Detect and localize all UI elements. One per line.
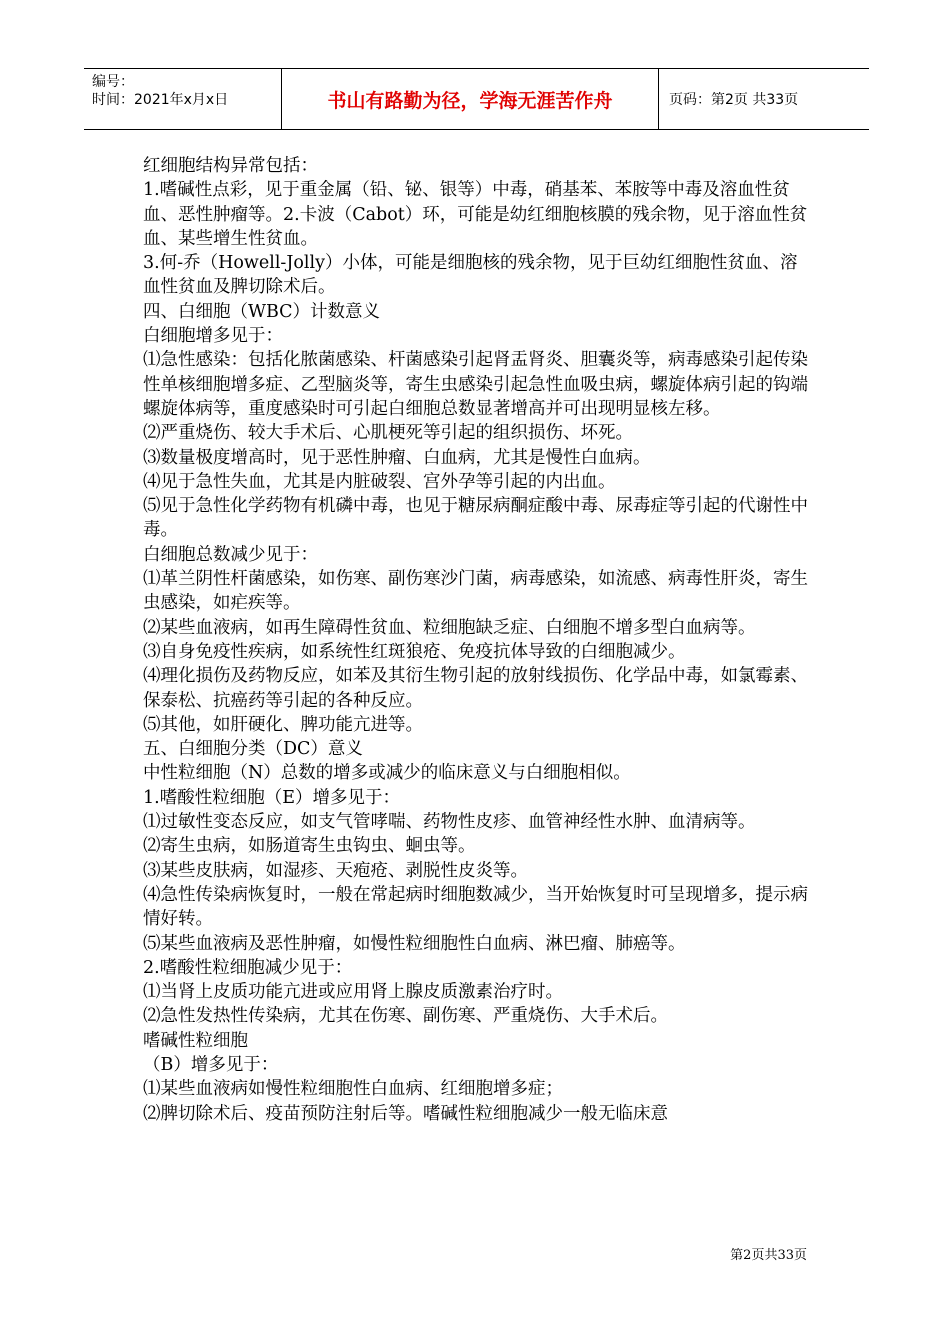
paragraph: ⑵寄生虫病，如肠道寄生虫钩虫、蛔虫等。 (143, 836, 476, 857)
paragraph: ⑴急性感染：包括化脓菌感染、杆菌感染引起肾盂肾炎、胆囊炎等，病毒感染引起传染性单核细胞增多症、乙型脑炎等，寄生虫感染引起急性血吸虫病，螺旋体病引起的钩端螺旋体病等，重度感染时可引起白细胞总数显著增高并可出现明显核左移。 (143, 350, 808, 419)
paragraph: ⑶自身免疫性疾病，如系统性红斑狼疮、免疫抗体导致的白细胞减少。 (143, 641, 686, 662)
paragraph: ⑶某些皮肤病，如湿疹、天疱疮、剥脱性皮炎等。 (143, 860, 528, 881)
paragraph: ⑴当肾上皮质功能亢进或应用肾上腺皮质激素治疗时。 (143, 982, 563, 1003)
paragraph: ⑷急性传染病恢复时，一般在常起病时细胞数减少，当开始恢复时可呈现增多，提示病情好转。 (143, 884, 808, 930)
paragraph: 2.嗜酸性粒细胞减少见于： (143, 957, 353, 978)
paragraph: 嗜碱性粒细胞 (143, 1030, 248, 1051)
paragraph: 白细胞增多见于： (143, 326, 283, 347)
paragraph: 3.何-乔（Howell-Jolly）小体，可能是细胞核的残余物，见于巨幼红细胞性贫血、溶血性贫血及脾切除术后。 (143, 253, 798, 298)
paragraph: ⑴某些血液病如慢性粒细胞性白血病、红细胞增多症； (143, 1079, 563, 1100)
header-left-cell (84, 69, 282, 129)
paragraph: ⑵急性发热性传染病，尤其在伤寒、副伤寒、严重烧伤、大手术后。 (143, 1006, 668, 1027)
paragraph: ⑸某些血液病及恶性肿瘤，如慢性粒细胞性白血病、淋巴瘤、肺癌等。 (143, 933, 686, 954)
paragraph: 红细胞结构异常包括： (143, 156, 318, 176)
paragraph: ⑷理化损伤及药物反应，如苯及其衍生物引起的放射线损伤、化学品中毒，如氯霉素、保泰松、抗癌药等引起的各种反应。 (143, 666, 808, 711)
paragraph: ⑵脾切除术后、疫苗预防注射后等。嗜碱性粒细胞减少一般无临床意 (143, 1103, 668, 1124)
paragraph: 1.嗜碱性点彩，见于重金属（铅、铋、银等）中毒，硝基苯、苯胺等中毒及溶血性贫血、恶性肿瘤等。2.卡波（Cabot）环，可能是幼红细胞核膜的残余物，见于溶血性贫血、某些增生性贫血。 (143, 180, 808, 249)
paragraph: ⑶数量极度增高时，见于恶性肿瘤、白血病，尤其是慢性白血病。 (143, 447, 651, 468)
paragraph: ⑸其他，如肝硬化、脾功能亢进等。 (143, 714, 423, 735)
section-heading: 四、白细胞（WBC）计数意义 (143, 301, 381, 322)
paragraph: （B）增多见于： (143, 1054, 279, 1075)
section-heading: 五、白细胞分类（DC）意义 (143, 739, 363, 760)
paragraph: ⑷见于急性失血，尤其是内脏破裂、宫外孕等引起的内出血。 (143, 471, 616, 492)
page-header (84, 68, 869, 130)
paragraph: 中性粒细胞（N）总数的增多或减少的临床意义与白细胞相似。 (143, 763, 631, 784)
document-body (143, 154, 813, 1126)
page-footer: 第2页共33页 (730, 1248, 807, 1263)
time-label: 时间：2021年x月x日 (92, 92, 229, 108)
paragraph: 1.嗜酸性粒细胞（E）增多见于： (143, 787, 400, 808)
header-motto: 书山有路勤为径，学海无涯苦作舟 (282, 69, 659, 129)
paragraph: ⑵某些血液病，如再生障碍性贫血、粒细胞缺乏症、白细胞不增多型白血病等。 (143, 617, 756, 638)
paragraph: ⑴过敏性变态反应，如支气管哮喘、药物性皮疹、血管神经性水肿、血清病等。 (143, 812, 756, 833)
paragraph: ⑴革兰阴性杆菌感染，如伤寒、副伤寒沙门菌，病毒感染，如流感、病毒性肝炎，寄生虫感染，如疟疾等。 (143, 569, 808, 614)
paragraph: 白细胞总数减少见于： (143, 544, 318, 565)
paragraph: ⑵严重烧伤、较大手术后、心肌梗死等引起的组织损伤、坏死。 (143, 423, 633, 444)
paragraph: ⑸见于急性化学药物有机磷中毒，也见于糖尿病酮症酸中毒、尿毒症等引起的代谢性中毒。 (143, 496, 808, 541)
number-label: 编号： (92, 74, 134, 90)
header-page-label: 页码：第2页 共33页 (669, 92, 799, 108)
